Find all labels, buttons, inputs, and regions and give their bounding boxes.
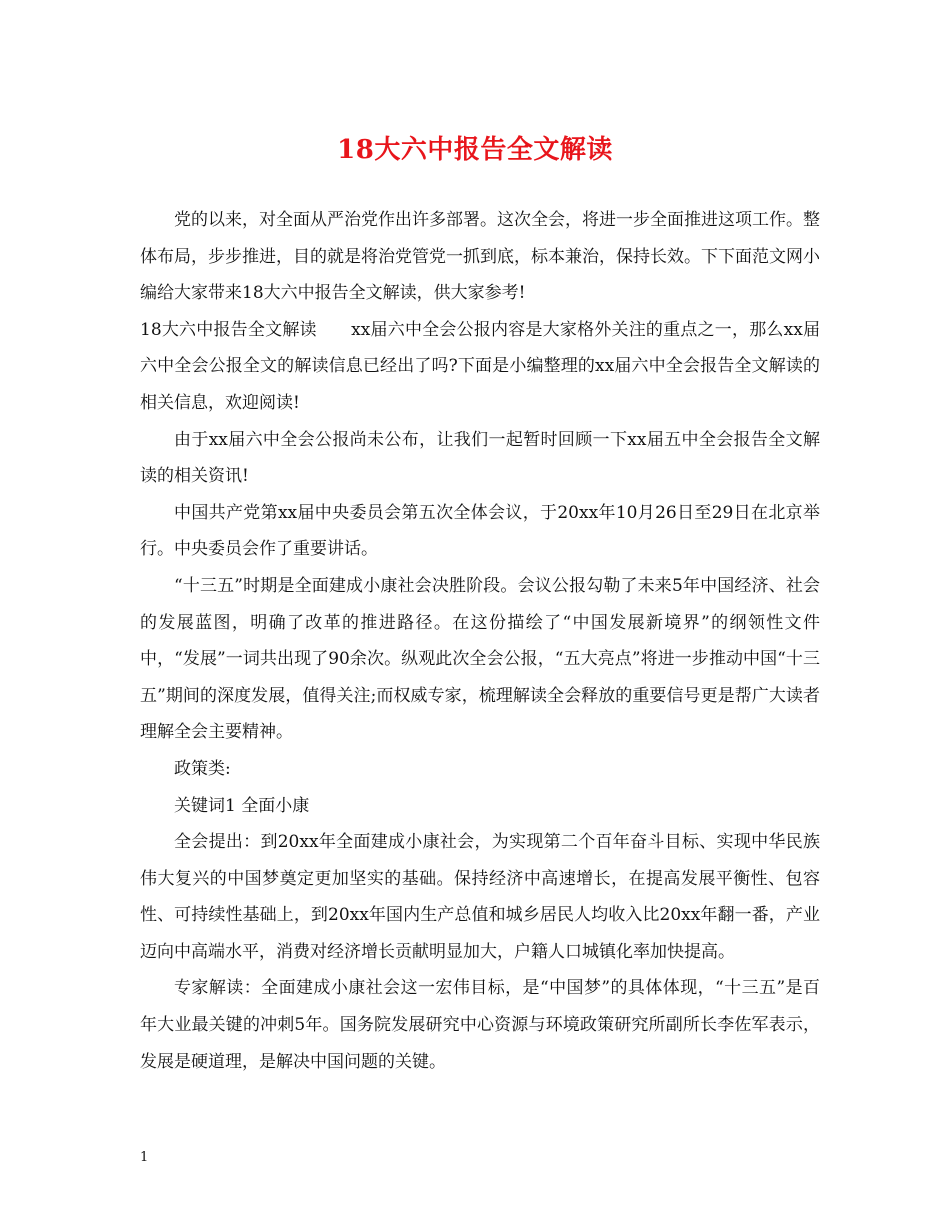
document-body — [140, 202, 820, 1080]
paragraph-expert-interpretation: 专家解读：全面建成小康社会这一宏伟目标，是“中国梦”的具体体现，“十三五”是百年大业最关键的冲刺5年。国务院发展研究中心资源与环境政策研究所副所长李佐军表示，发展是硬道理，是解决中国问题的关键。 — [140, 978, 820, 1072]
paragraph-thirteenth-five-year: “十三五”时期是全面建成小康社会决胜阶段。会议公报勾勒了未来5年中国经济、社会的发展蓝图，明确了改革的推进路径。在这份描绘了“中国发展新境界”的纲领性文件中，“发展”一词共出现了90余次。纵观此次全会公报，“五大亮点”将进一步推动中国“十三五”期间的深度发展，值得关注;而权威专家，梳理解读全会释放的重要信号更是帮广大读者理解全会主要精神。 — [140, 575, 820, 743]
paragraph-review-note: 由于xx届六中全会公报尚未公布，让我们一起暂时回顾一下xx届五中全会报告全文解读的相关资讯! — [140, 429, 820, 487]
document-title: 18大六中报告全文解读 — [337, 135, 613, 165]
paragraph-plenary-session: 中国共产党第xx届中央委员会第五次全体会议，于20xx年10月26日至29日在北京举行。中央委员会作了重要讲话。 — [140, 502, 820, 560]
paragraph-plenary-proposal: 全会提出：到20xx年全面建成小康社会，为实现第二个百年奋斗目标、实现中华民族伟大复兴的中国梦奠定更加坚实的基础。保持经济中高速增长，在提高发展平衡性、包容性、可持续性基础上，到20xx年国内生产总值和城乡居民人均收入比20xx年翻一番，产业迈向中高端水平，消费对经济增长贡献明显加大，户籍人口城镇化率加快提高。 — [140, 832, 820, 962]
page-number: 1 — [140, 1150, 149, 1165]
paragraph-intro: 党的以来，对全面从严治党作出许多部署。这次全会，将进一步全面推进这项工作。整体布局，步步推进，目的就是将治党管党一抓到底，标本兼治，保持长效。下下面范文网小编给大家带来18大六中报告全文解读，供大家参考! — [140, 210, 820, 304]
paragraph-subtitle-lead: 18大六中报告全文解读 xx届六中全会公报内容是大家格外关注的重点之一，那么xx届六中全会公报全文的解读信息已经出了吗?下面是小编整理的xx届六中全会报告全文解读的相关信息，欢迎阅读! — [140, 319, 820, 413]
section-heading-policy: 政策类: — [174, 758, 231, 779]
keyword-heading-1: 关键词1 全面小康 — [174, 795, 310, 816]
